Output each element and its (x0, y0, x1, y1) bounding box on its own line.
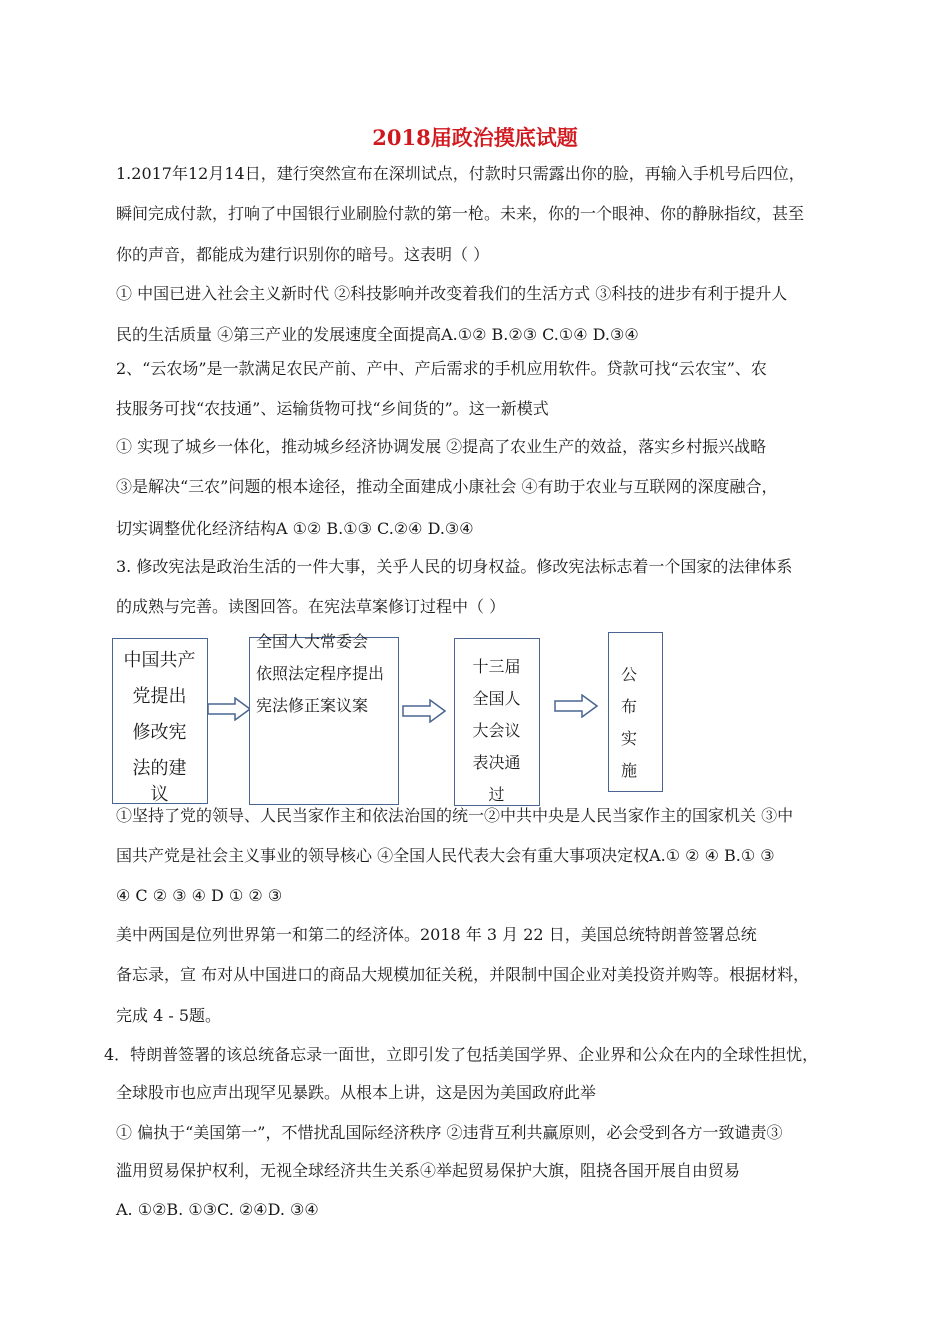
text-line: 备忘录，宣 布对从中国进口的商品大规模加征关税，并限制中国企业对美投资并购等。根据材料， (116, 965, 810, 984)
document-title: 2018届政治摸底试题 (372, 125, 578, 150)
text-line: 全球股市也应声出现罕见暴跌。从根本上讲，这是因为美国政府此举 (116, 1083, 597, 1102)
text-line: 完成 4 - 5题。 (116, 1006, 222, 1025)
text-line: ①坚持了党的领导、人民当家作主和依法治国的统一②中共中央是人民当家作主的国家机关 ③中 (116, 806, 794, 825)
text-line: 2、“云农场”是一款满足农民产前、产中、产后需求的手机应用软件。贷款可找“云农宝”、农 (116, 359, 767, 378)
text-line: 1.2017年12月14日，建行突然宣布在深圳试点，付款时只需露出你的脸，再输入手机号后四位， (116, 164, 805, 183)
right-arrow-icon (554, 694, 598, 718)
text-line: 美中两国是位列世界第一和第二的经济体。2018 年 3 月 22 日，美国总统特朗普签署总统 (116, 925, 757, 944)
text-line: ④ C ② ③ ④ D ① ② ③ (116, 886, 283, 905)
flow-box-promulgate (608, 632, 663, 792)
flow-box-congress-vote (454, 638, 540, 806)
text-line: 国共产党是社会主义事业的领导核心 ④全国人民代表大会有重大事项决定权A.① ② ④ B.① ③ (116, 846, 775, 865)
flow-box-promulgate-text: 公 布 实 施 (620, 665, 637, 780)
right-arrow-icon (207, 697, 251, 721)
flow-box-npc-committee-text: 全国人大常委会 依照法定程序提出 宪法修正案议案 (256, 632, 385, 715)
text-line: 你的声音，都能成为建行识别你的暗号。这表明（ ） (116, 245, 490, 264)
right-arrow-icon (402, 699, 446, 723)
text-line: ① 实现了城乡一体化，推动城乡经济协调发展 ②提高了农业生产的效益，落实乡村振兴战略 (116, 437, 767, 456)
flow-box-proposal-text: 中国共产 党提出 修改宪 法的建 议 (123, 650, 196, 805)
text-line: 的成熟与完善。读图回答。在宪法草案修订过程中（ ） (116, 597, 506, 616)
text-line: ① 中国已进入社会主义新时代 ②科技影响并改变着我们的生活方式 ③科技的进步有利于提升人 (116, 284, 788, 303)
text-line: 民的生活质量 ④第三产业的发展速度全面提高A.①② B.②③ C.①④ D.③④ (116, 325, 639, 344)
flow-box-congress-vote-text: 十三届 全国人 大会议 表决通 过 (472, 657, 521, 804)
flow-box-proposal (112, 638, 208, 804)
text-line: 切实调整优化经济结构A ①② B.①③ C.②④ D.③④ (116, 519, 474, 538)
text-line: ① 偏执于“美国第一”，不惜扰乱国际经济秩序 ②违背互利共赢原则，必会受到各方一致谴责③ (116, 1123, 783, 1142)
text-line: 瞬间完成付款，打响了中国银行业刷脸付款的第一枪。未来，你的一个眼神、你的静脉指纹，甚至 (116, 204, 805, 223)
text-line: 滥用贸易保护权利，无视全球经济共生关系④举起贸易保护大旗，阻挠各国开展自由贸易 (116, 1161, 741, 1180)
flow-box-npc-committee (249, 632, 399, 805)
text-line: 技服务可找“农技通”、运输货物可找“乡间货的”。这一新模式 (116, 399, 549, 418)
text-line: 4．特朗普签署的该总统备忘录一面世，立即引发了包括美国学界、企业界和公众在内的全球性担忧， (104, 1045, 819, 1064)
text-line: A. ①②B. ①③C. ②④D. ③④ (116, 1200, 319, 1219)
text-line: 3. 修改宪法是政治生活的一件大事，关乎人民的切身权益。修改宪法标志着一个国家的法律体系 (116, 557, 793, 576)
text-line: ③是解决“三农”问题的根本途径，推动全面建成小康社会 ④有助于农业与互联网的深度融合， (116, 477, 778, 496)
